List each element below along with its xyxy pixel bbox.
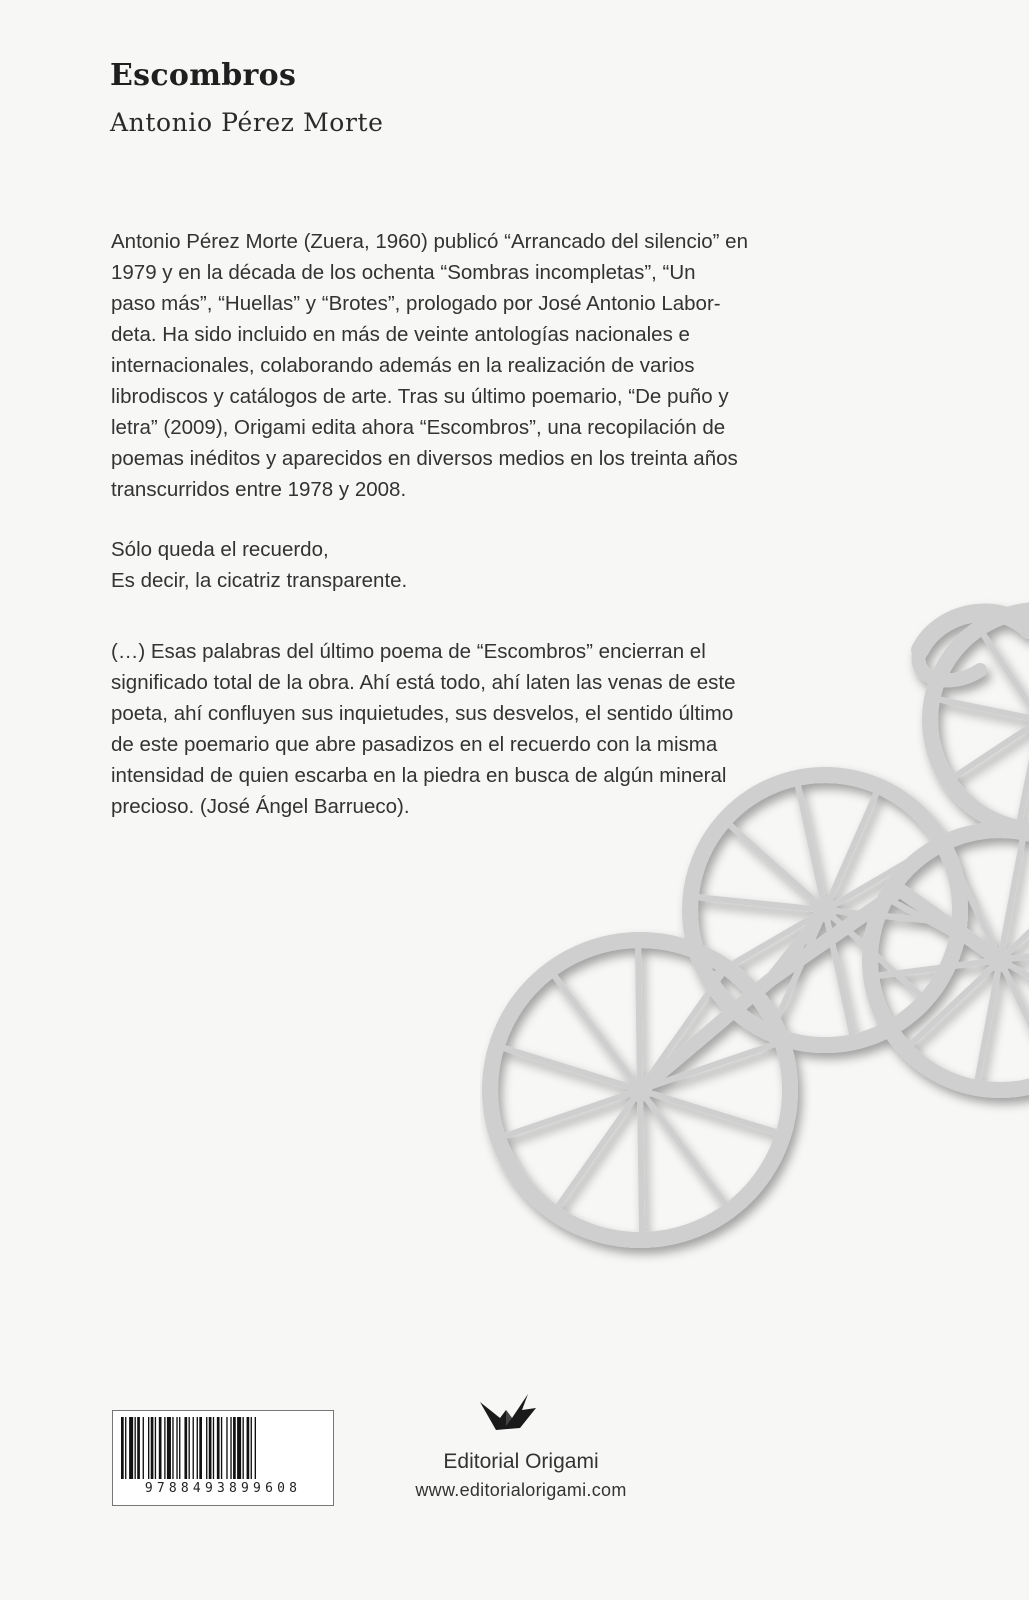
review-line: de este poemario que abre pasadizos en el recuerdo con la misma [111, 733, 718, 756]
bio-line: paso más”, “Huellas” y “Brotes”, prologado por José Antonio Labor- [111, 292, 721, 315]
bio-line: internacionales, colaborando además en la realización de varios [111, 354, 695, 377]
barcode-bars [119, 1417, 327, 1479]
bio-line: poemas inéditos y aparecidos en diversos medios en los treinta años [111, 447, 738, 470]
bio-line: 1979 y en la década de los ochenta “Sombras incompletas”, “Un [111, 261, 696, 284]
review-line: precioso. (José Ángel Barrueco). [111, 795, 410, 818]
quote-line: Sólo queda el recuerdo, [111, 538, 329, 561]
review-line: intensidad de quien escarba en la piedra en busca de algún mineral [111, 764, 727, 787]
poem-quote [111, 534, 911, 596]
bio-line: letra” (2009), Origami edita ahora “Escombros”, una recopilación de [111, 416, 726, 439]
bio-line: Antonio Pérez Morte (Zuera, 1960) publicó “Arrancado del silencio” en [111, 230, 748, 253]
review-line: poeta, ahí confluyen sus inquietudes, sus desvelos, el sentido último [111, 702, 734, 725]
review-line: significado total de la obra. Ahí está todo, ahí laten las venas de este [111, 671, 736, 694]
publisher-name: Editorial Origami [443, 1450, 599, 1473]
bio-line: librodiscos y catálogos de arte. Tras su último poemario, “De puño y [111, 385, 729, 408]
publisher-website: www.editorialorigami.com [415, 1480, 627, 1500]
book-author: Antonio Pérez Morte [110, 108, 384, 137]
barcode [112, 1410, 334, 1506]
paper-cut-bicycle-icon [480, 590, 1029, 1270]
author-bio [111, 226, 911, 505]
bio-line: deta. Ha sido incluido en más de veinte antologías nacionales e [111, 323, 690, 346]
review-line: (…) Esas palabras del último poema de “Escombros” encierran el [111, 640, 706, 663]
bio-line: transcurridos entre 1978 y 2008. [111, 478, 407, 501]
origami-crane-icon [476, 1388, 546, 1438]
quote-line: Es decir, la cicatriz transparente. [111, 569, 408, 592]
isbn-number: 9788493899608 [144, 1481, 302, 1496]
book-title: Escombros [110, 58, 297, 93]
